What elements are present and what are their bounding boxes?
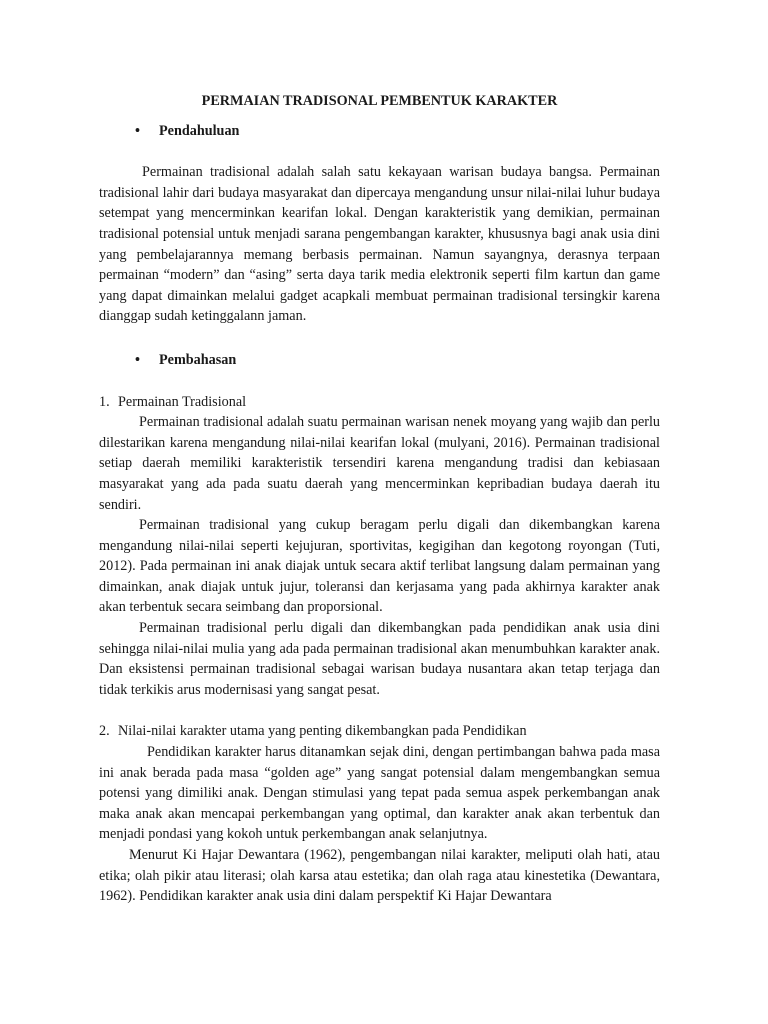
paragraph: Permainan tradisional adalah suatu permainan warisan nenek moyang yang wajib dan perlu dilestarikan karena mengandung nilai-nilai kearifan lokal (mulyani, 2016). Permainan tradisional setiap daerah memiliki karakteristik tersendiri karena mengandung tradisi dan kebiasaan masyarakat yang ada pada suatu daerah yang mencerminkan kepribadian budaya daerah itu sendiri. [99,414,660,513]
paragraph: Permainan tradisional yang cukup beragam perlu digali dan dikembangkan karena mengandung nilai-nilai seperti kejujuran, sportivitas, kegigihan dan kegotong royongan (Tuti, 2012). Pada permainan ini anak diajak untuk secara aktif terlibat langsung dalam permainan yang dimainkan, anak diajak untuk jujur, toleransi dan kerjasama yang pada akhirnya karakter anak akan terbentuk secara seimbang dan proporsional. [99,517,660,616]
section-heading-intro [135,121,660,142]
numbered-heading-1 [99,392,660,413]
paragraph: Menurut Ki Hajar Dewantara (1962), pengembangan nilai karakter, meliputi olah hati, atau etika; olah pikir atau literasi; olah karsa atau estetika; dan olah raga atau kinestetika (Dewantara, 1962). Pendidikan karakter anak usia dini dalam perspektif Ki Hajar Dewantara [99,847,660,905]
paragraph: Pendidikan karakter harus ditanamkan sejak dini, dengan pertimbangan bahwa pada masa ini anak berada pada masa “golden age” yang sangat potensial dalam mengembangkan semua potensi yang dimiliki anak. Dengan stimulasi yang tepat pada semua aspek perkembangan anak maka anak akan mencapai perkembangan yang optimal, dan karakter anak akan terbentuk dan menjadi pondasi yang kokoh untuk perkembangan anak selanjutnya. [99,744,660,843]
numbered-heading-text: Permainan Tradisional [118,393,247,410]
document-title: PERMAIAN TRADISONAL PEMBENTUK KARAKTER [201,93,558,109]
section-heading-text: Pembahasan [159,351,237,368]
section-heading-discussion [135,350,660,371]
bullet-icon: • [135,351,140,368]
numbered-heading-2 [99,721,660,742]
bullet-icon: • [135,122,140,139]
paragraph: Permainan tradisional perlu digali dan dikembangkan pada pendidikan anak usia dini sehingga nilai-nilai mulia yang ada pada permainan tradisional akan menumbuhkan karakter anak. Dan eksistensi permainan tradisional sebagai warisan budaya nusantara akan tetap terjaga dan tidak terkikis arus modernisasi yang sangat pesat. [99,620,660,698]
list-number: 2. [99,723,110,740]
numbered-heading-text: Nilai-nilai karakter utama yang penting dikembangkan pada Pendidikan [118,723,527,740]
list-number: 1. [99,393,110,410]
section-heading-text: Pendahuluan [159,122,240,139]
document-body [99,91,660,907]
intro-paragraph: Permainan tradisional adalah salah satu kekayaan warisan budaya bangsa. Permainan tradisional lahir dari budaya masyarakat dan dipercaya mengandung unsur nilai-nilai luhur budaya setempat yang mencerminkan kearifan lokal. Dengan karakteristik yang demikian, permainan tradisional potensial untuk menjadi sarana pengembangan karakter, khususnya bagi anak usia dini yang pembelajarannya memang berbasis permainan. Namun sayangnya, derasnya terpaan permainan “modern” dan “asing” serta daya tarik media elektronik seperti film kartun dan game yang dapat dimainkan melalui gadget acapkali membuat permainan tradisional tersingkir karena dianggap sudah ketinggalann jaman. [99,164,660,325]
